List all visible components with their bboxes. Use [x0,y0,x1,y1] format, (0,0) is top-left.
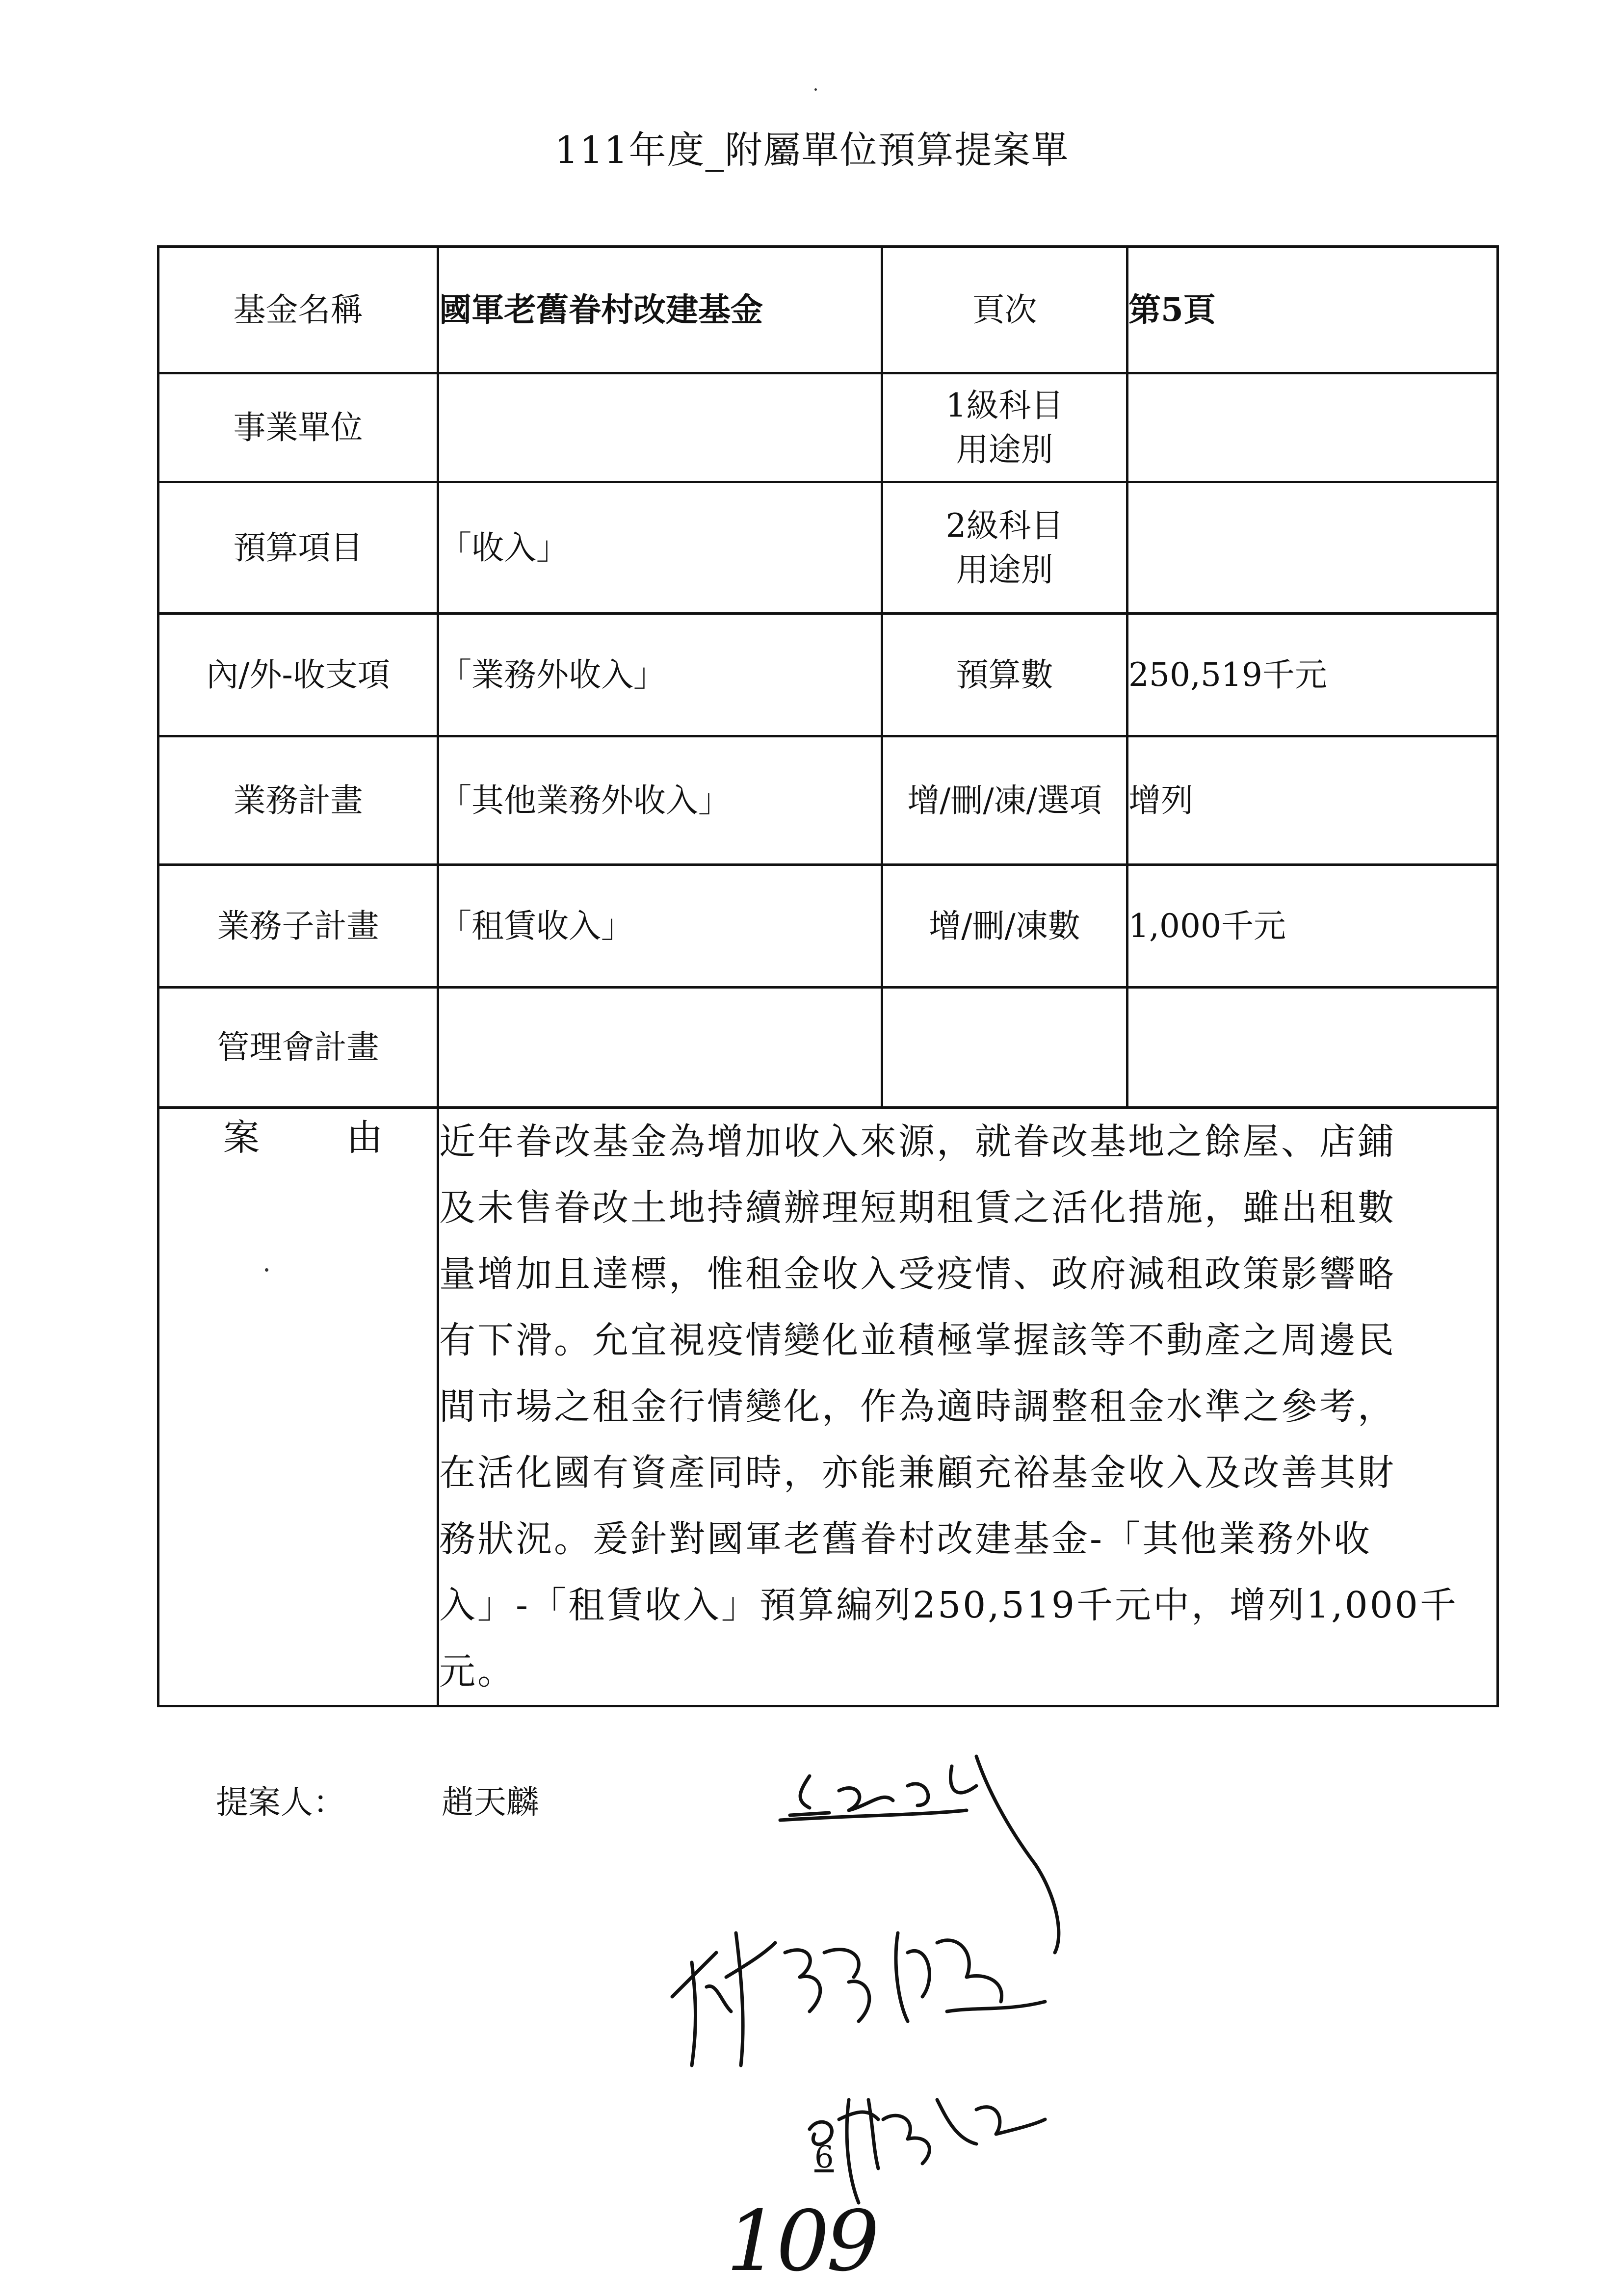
row-sub-plan [158,865,1498,988]
level2-subject-line1: 2級科目 [945,507,1064,545]
fund-name-label: 基金名稱 [158,247,438,373]
sub-plan-value: 「租賃收入」 [438,865,882,988]
reason-label-char-a: 案 [223,1117,260,1159]
mgmt-right-label [882,988,1127,1108]
category-label: 內/外-收支項 [158,614,438,736]
level2-subject-value [1127,482,1498,614]
proposer-label: 提案人： [216,1783,345,1821]
page-label: 頁次 [882,247,1127,373]
reason-line: 入」-「租賃收入」預算編列250,519千元中，增列1,000千 [439,1584,1458,1626]
category-value: 「業務外收入」 [438,614,882,736]
reason-line: 務狀況。爰針對國軍老舊眷村改建基金-「其他業務外收 [439,1518,1372,1560]
level1-subject-value [1127,373,1498,482]
page-value: 第5頁 [1127,247,1498,373]
plan-label: 業務計畫 [158,736,438,865]
budget-item-label: 預算項目 [158,482,438,614]
scan-speck [265,1268,268,1272]
row-fund-name [158,247,1498,373]
reason-line: 元。 [439,1650,516,1693]
plan-value: 「其他業務外收入」 [438,736,882,865]
action-amount-value: 1,000千元 [1127,865,1498,988]
proposer-name: 趙天麟 [442,1783,539,1821]
reason-label-char-b: 由 [346,1117,383,1159]
reason-label [159,1104,437,1710]
mgmt-plan-label: 管理會計畫 [158,988,438,1108]
reason-line: 有下滑。允宜視疫情變化並積極掌握該等不動產之周邊民 [439,1319,1396,1361]
unit-value [438,373,882,482]
form-title: 111年度_附屬單位預算提案單 [554,128,1070,172]
action-option-value: 增列 [1127,736,1498,865]
budget-amount-value: 250,519千元 [1127,614,1498,736]
page-number: 6 [814,2139,834,2175]
reason-label-cell [158,1108,438,1706]
budget-item-value: 「收入」 [438,482,882,614]
reason-text [438,1108,1498,1706]
handwritten-page-number: 109 [726,2193,877,2290]
level1-subject-line2: 用途別 [956,430,1053,469]
row-category [158,614,1498,736]
budget-amount-label: 預算數 [882,614,1127,736]
handwritten-signatures [662,1747,1202,2213]
unit-label: 事業單位 [158,373,438,482]
reason-line: 在活化國有資產同時，亦能兼顧充裕基金收入及改善其財 [439,1452,1396,1494]
reason-line: 及未售眷改土地持續辦理短期租賃之活化措施，雖出租數 [439,1187,1396,1229]
reason-line: 量增加且達標，惟租金收入受疫情、政府減租政策影響略 [439,1253,1396,1295]
row-plan [158,736,1498,865]
reason-line: 間市場之租金行情變化，作為適時調整租金水準之參考， [439,1385,1396,1428]
mgmt-right-value [1127,988,1498,1108]
action-amount-label: 增/刪/凍數 [882,865,1127,988]
level1-subject-label [882,373,1127,482]
scan-speck [814,88,817,91]
level1-subject-line1: 1級科目 [945,387,1064,425]
action-option-label: 增/刪/凍/選項 [882,736,1127,865]
row-reason [158,1108,1498,1706]
row-mgmt-plan [158,988,1498,1108]
reason-line: 近年眷改基金為增加收入來源，就眷改基地之餘屋、店鋪 [439,1121,1396,1163]
level2-subject-line2: 用途別 [956,550,1053,589]
sub-plan-label: 業務子計畫 [158,865,438,988]
level2-subject-label [882,482,1127,614]
row-budget-item [158,482,1498,614]
mgmt-plan-value [438,988,882,1108]
row-unit [158,373,1498,482]
fund-name-value: 國軍老舊眷村改建基金 [438,247,882,373]
proposal-table [157,245,1499,1707]
